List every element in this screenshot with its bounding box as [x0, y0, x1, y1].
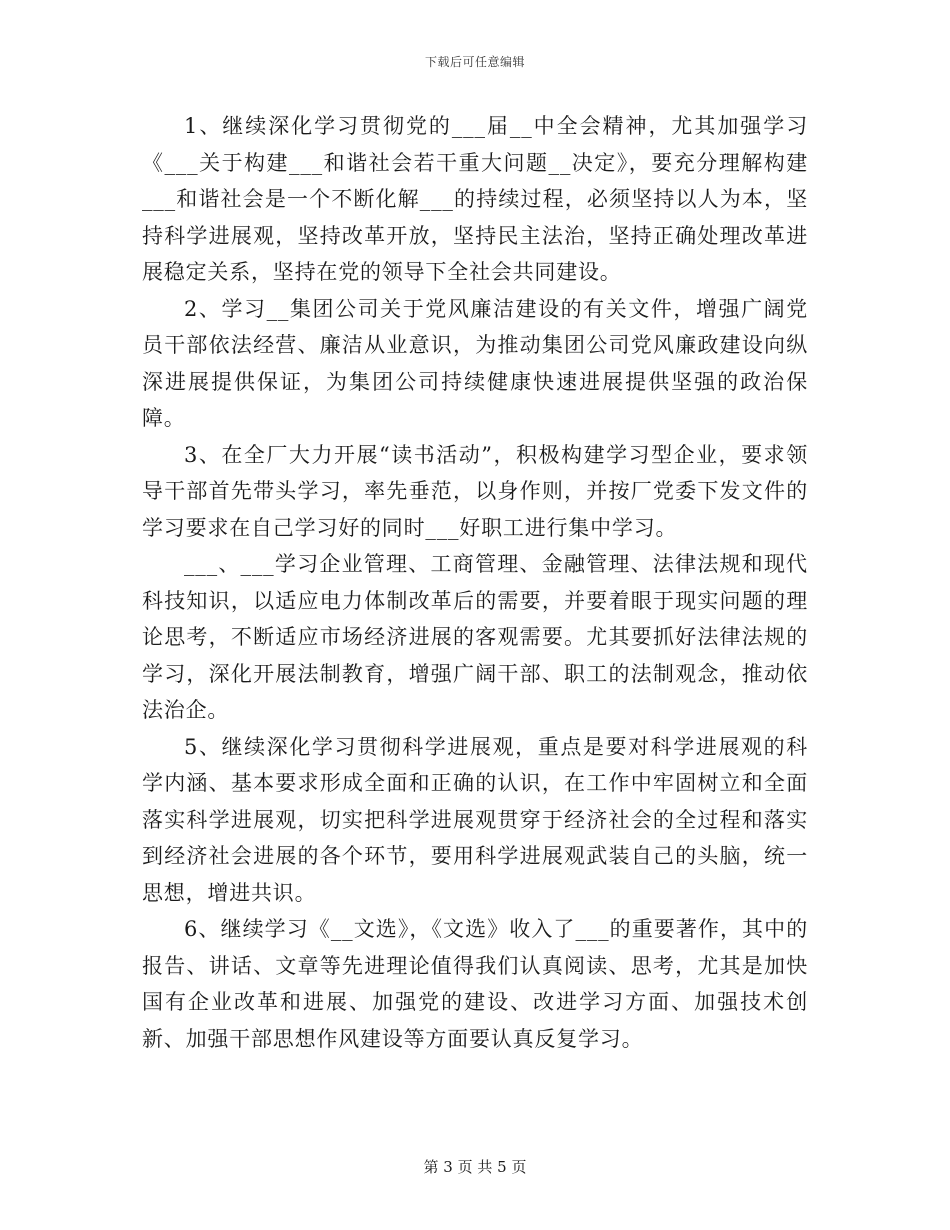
- paragraph-6: 6、继续学习《__文选》，《文选》收入了___的重要著作，其中的报告、讲话、文章等先进理论值得我们认真阅读、思考，尤其是加快国有企业改革和进展、加强党的建设、改进学习方面、加强技术创新、加强干部思想作风建设等方面要认真反复学习。: [142, 917, 808, 1051]
- paragraph-2: 2、学习__集团公司关于党风廉洁建设的有关文件，增强广阔党员干部依法经营、廉洁从业意识，为推动集团公司党风廉政建设向纵深进展提供保证，为集团公司持续健康快速进展提供坚强的政治保障。: [142, 296, 808, 430]
- paragraph-1: 1、继续深化学习贯彻党的___届__中全会精神，尤其加强学习《___关于构建___和谐社会若干重大问题__决定》，要充分理解构建___和谐社会是一个不断化解___的持续过程，必须坚持以人为本，坚持科学进展观，坚持改革开放，坚持民主法治，坚持正确处理改革进展稳定关系，坚持在党的领导下全社会共同建设。: [142, 114, 808, 284]
- page-footer: 第 3 页 共 5 页: [423, 1158, 527, 1176]
- paragraph-3: 3、在全厂大力开展“读书活动”，积极构建学习型企业，要求领导干部首先带头学习，率先垂范，以身作则，并按厂党委下发文件的学习要求在自己学习好的同时___好职工进行集中学习。: [142, 442, 808, 540]
- paragraph-4: ___、___学习企业管理、工商管理、金融管理、法律法规和现代科技知识，以适应电力体制改革后的需要，并要着眼于现实问题的理论思考，不断适应市场经济进展的客观需要。尤其要抓好法律法规的学习，深化开展法制教育，增强广阔干部、职工的法制观念，推动依法治企。: [142, 552, 808, 722]
- document-body: [142, 108, 808, 1057]
- page-header: 下载后可任意编辑: [424, 55, 525, 69]
- paragraph-5: 5、继续深化学习贯彻科学进展观，重点是要对科学进展观的科学内涵、基本要求形成全面和正确的认识，在工作中牢固树立和全面落实科学进展观，切实把科学进展观贯穿于经济社会的全过程和落实到经济社会进展的各个环节，要用科学进展观武装自己的头脑，统一思想，增进共识。: [142, 734, 808, 905]
